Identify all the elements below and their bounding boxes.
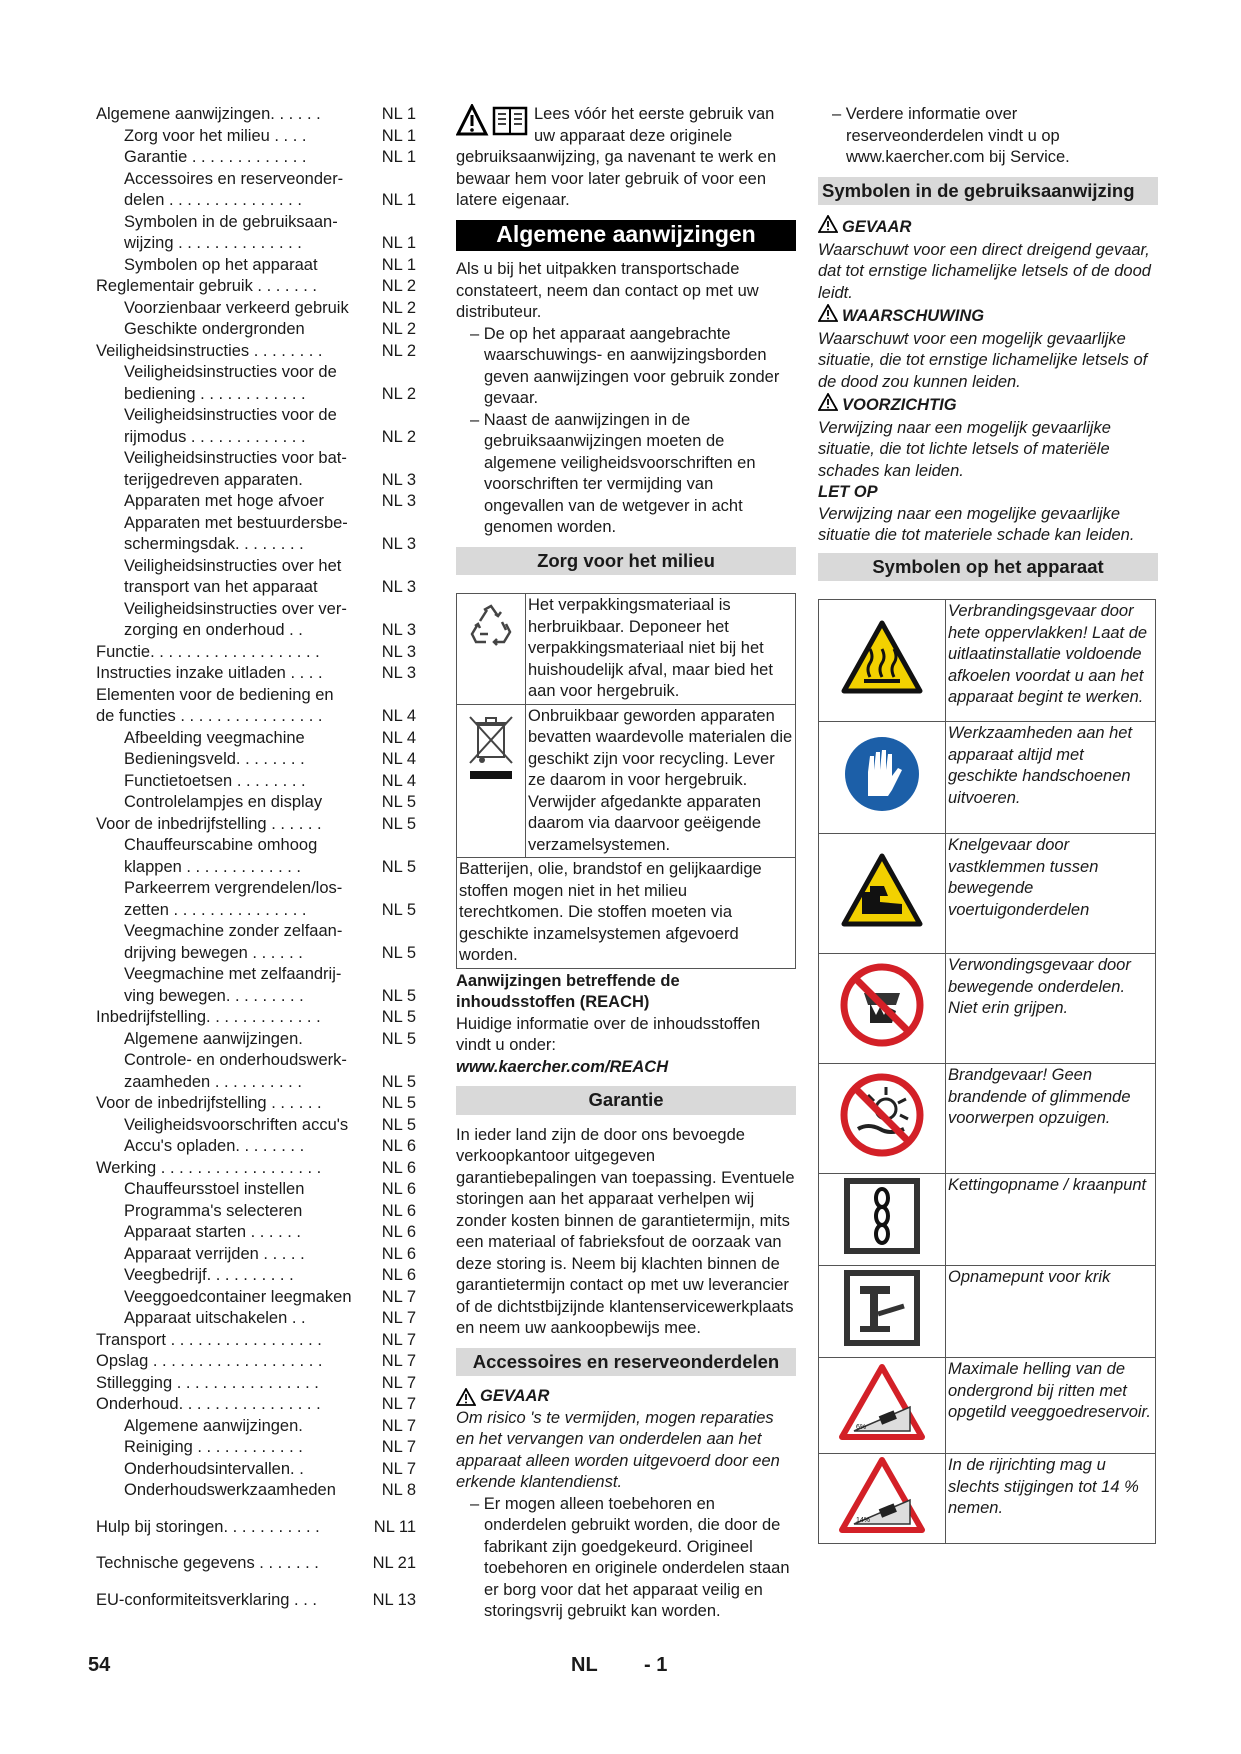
toc-entry-title: Bedieningsveld. . . . . . . . <box>124 750 305 768</box>
environment-row <box>457 858 796 969</box>
toc-entry[interactable] <box>96 190 416 212</box>
toc-entry-title: Reglementair gebruik . . . . . . . <box>96 277 318 295</box>
toc-entry[interactable] <box>96 126 416 148</box>
device-symbol-row <box>819 1454 1156 1544</box>
device-symbol-text: Opnamepunt voor krik <box>946 1266 1156 1358</box>
signal-word: LET OP <box>818 483 878 501</box>
toc-entry-title: Veiligheidsinstructies voor de <box>124 363 337 381</box>
toc-entry[interactable] <box>96 1222 416 1244</box>
toc-entry-title: Veiligheidsinstructies voor de <box>124 406 337 424</box>
toc-entry[interactable] <box>96 534 416 556</box>
toc-entry[interactable] <box>96 1416 416 1438</box>
toc-entry[interactable] <box>96 1265 416 1287</box>
toc-entry-page: NL 7 <box>381 1352 416 1370</box>
heading-warranty: Garantie <box>456 1086 796 1115</box>
toc-entry[interactable] <box>96 405 416 427</box>
toc-entry-title: Controlelampjes en display <box>124 793 323 811</box>
toc-entry-page: NL 4 <box>381 728 416 747</box>
toc-entry-page: NL 1 <box>381 126 416 145</box>
toc-entry[interactable] <box>96 792 416 814</box>
toc-entry-title: Instructies inzake uitladen . . . . <box>96 664 323 682</box>
toc-entry-title: Algemene aanwijzingen. . . . . . <box>96 105 321 123</box>
warranty-text: In ieder land zijn de door ons bevoegde verkoopkantoor uitgegeven garantiebepalingen van toepassing. Eventuele storingen aan het apparaat verhelpen wij zonder kosten binnen de garantietermijn, mits een materiaal of fabrieksfout de oorzaak van deze storing is. Neem bij klachten binnen de garantietermijn contact op met uw leverancier of de dichtstbijzijnde klantenservicewerkplaats en neem uw aankoopbewijs mee. <box>456 1125 795 1337</box>
toc-entry-page: NL 4 <box>381 750 416 768</box>
toc-entry-page: NL 6 <box>381 1158 416 1177</box>
signal-description: Waarschuwt voor een mogelijk gevaarlijke situatie, die tot ernstige lichamelijke letsels of de dood zou kunnen leiden. <box>818 329 1148 391</box>
toc-entry-title: Chauffeursstoel instellen <box>124 1180 305 1198</box>
accessories-dash-2: – Verdere informatie over reserveonderdelen vindt u op www.kaercher.com bij Service. <box>832 105 1070 166</box>
toc-entry[interactable] <box>96 1553 416 1575</box>
toc-entry[interactable] <box>96 663 416 685</box>
heading-symbols-device: Symbolen op het apparaat <box>818 553 1158 582</box>
toc-entry-page: NL 5 <box>381 1115 416 1134</box>
toc-entry[interactable] <box>96 1158 416 1180</box>
toc-entry[interactable] <box>96 298 416 320</box>
toc-entry-title: delen . . . . . . . . . . . . . . . <box>124 191 302 209</box>
toc-entry[interactable] <box>96 577 416 599</box>
toc-entry-title: Apparaat verrijden . . . . . <box>124 1244 305 1263</box>
device-symbol-row <box>819 600 1156 722</box>
toc-entry-page: NL 3 <box>381 642 416 661</box>
intro-text: Lees vóór het eerste gebruik van uw apparaat deze originele gebruiksaanwijzing, ga navenant te werk en bewaar hem voor later gebruik of voor een latere eigenaar. <box>456 105 777 209</box>
toc-entry-page: NL 2 <box>381 277 416 295</box>
toc-entry-title: Apparaten met bestuurdersbe- <box>124 513 348 532</box>
toc-entry[interactable] <box>96 835 416 857</box>
toc-entry-title: Accessoires en reserveonder- <box>124 169 344 188</box>
toc-entry[interactable] <box>96 1136 416 1158</box>
toc-entry-page: NL 2 <box>381 427 416 446</box>
toc-entry-page: NL 6 <box>381 1180 416 1198</box>
toc-entry-page: NL 6 <box>381 1223 416 1241</box>
toc-entry-page: NL 5 <box>381 900 416 919</box>
device-symbol-row <box>819 1266 1156 1358</box>
toc-entry-page: NL 7 <box>381 1330 416 1349</box>
table-of-contents <box>96 104 416 1611</box>
toc-entry-title: Onderhoudswerkzaamheden <box>124 1481 336 1499</box>
device-symbol-text: Maximale helling van de ondergrond bij ritten met opgetild veeggoedreservoir. <box>946 1358 1156 1454</box>
toc-entry[interactable] <box>96 491 416 513</box>
reach-link[interactable]: www.kaercher.com/REACH <box>456 1057 669 1076</box>
toc-entry-title: Functietoetsen . . . . . . . . <box>124 771 306 790</box>
warning-triangle-icon <box>818 215 838 240</box>
toc-entry-title: klappen . . . . . . . . . . . . . <box>124 857 301 876</box>
danger-signal <box>456 1386 796 1408</box>
toc-entry-page: NL 7 <box>381 1459 416 1478</box>
warning-triangle-icon <box>456 1388 476 1406</box>
toc-entry[interactable] <box>96 1459 416 1481</box>
signal-word: VOORZICHTIG <box>842 395 957 414</box>
toc-entry-page: NL 6 <box>381 1201 416 1220</box>
toc-entry-page: NL 21 <box>372 1554 416 1572</box>
toc-entry-title: transport van het apparaat <box>124 578 318 596</box>
signal-heading <box>818 304 1158 329</box>
column-3 <box>818 104 1158 1544</box>
toc-entry-title: Veeggoedcontainer leegmaken <box>124 1287 352 1306</box>
toc-entry-page: NL 1 <box>381 105 416 123</box>
device-symbol-row <box>819 834 1156 954</box>
toc-entry[interactable] <box>96 513 416 535</box>
toc-entry-title: Veiligheidsinstructies over het <box>124 556 342 575</box>
device-symbol-text: Verbrandingsgevaar door hete oppervlakken! Laat de uitlaatinstallatie voldoende afkoelen voordat u aan het apparaat begint te werken. <box>946 600 1156 722</box>
toc-entry-title: Veiligheidsinstructies over ver- <box>124 599 347 618</box>
toc-entry-title: Programma's selecteren <box>124 1201 303 1220</box>
toc-entry[interactable] <box>96 771 416 793</box>
toc-entry[interactable] <box>96 1287 416 1309</box>
symbols-manual-list <box>818 215 1158 547</box>
signal-description: Waarschuwt voor een direct dreigend gevaar, dat tot ernstige lichamelijke letsels of de dood leidt. <box>818 240 1151 302</box>
toc-entry-title: Apparaat uitschakelen . . <box>124 1309 306 1327</box>
toc-entry-page: NL 5 <box>381 943 416 962</box>
device-symbol-row <box>819 722 1156 834</box>
toc-entry[interactable] <box>96 986 416 1008</box>
heading-accessories: Accessoires en reserveonderdelen <box>456 1348 796 1377</box>
warning-manual-icon <box>456 104 530 145</box>
toc-entry-title: Afbeelding veegmachine <box>124 728 305 747</box>
toc-entry-page: NL 11 <box>373 1517 416 1536</box>
toc-entry-title: Zorg voor het milieu . . . . <box>124 126 307 145</box>
environment-text-2: Onbruikbaar geworden apparaten bevatten waardevolle materialen die geschikt zijn voor recycling. Lever ze daarom in voor hergebruik. Verwijder afgedankte apparaten daarom via daarvoor geëigende verzamelsystemen. <box>526 704 796 858</box>
toc-entry-page: NL 7 <box>381 1395 416 1413</box>
toc-entry-title: Onderhoudsintervallen. . <box>124 1459 304 1478</box>
toc-entry[interactable] <box>96 276 416 298</box>
toc-entry[interactable] <box>96 1050 416 1072</box>
hot-surface-warning-icon <box>819 600 946 722</box>
toc-entry-title: Controle- en onderhoudswerk- <box>124 1051 347 1069</box>
toc-entry-page: NL 3 <box>381 470 416 489</box>
toc-entry-page: NL 2 <box>381 298 416 317</box>
toc-entry-title: Voor de inbedrijfstelling . . . . . . <box>96 1094 322 1112</box>
toc-entry-title: de functies . . . . . . . . . . . . . . . . <box>96 707 323 725</box>
toc-entry[interactable] <box>96 104 416 126</box>
toc-entry[interactable] <box>96 921 416 943</box>
toc-entry-title: Technische gegevens . . . . . . . <box>96 1554 319 1572</box>
toc-entry-page: NL 7 <box>381 1373 416 1392</box>
toc-entry-title: EU-conformiteitsverklaring . . . <box>96 1590 317 1609</box>
toc-entry[interactable] <box>96 233 416 255</box>
toc-entry[interactable] <box>96 1330 416 1352</box>
intro-block <box>456 104 796 212</box>
toc-entry-title: drijving bewegen . . . . . . <box>124 943 303 962</box>
environment-row <box>457 594 796 705</box>
toc-entry[interactable] <box>96 642 416 664</box>
toc-entry[interactable] <box>96 857 416 879</box>
toc-entry-page: NL 5 <box>381 1094 416 1112</box>
toc-entry[interactable] <box>96 749 416 771</box>
toc-entry[interactable] <box>96 341 416 363</box>
toc-entry[interactable] <box>96 620 416 642</box>
toc-entry[interactable] <box>96 1373 416 1395</box>
toc-entry-page: NL 7 <box>381 1309 416 1327</box>
toc-entry-page: NL 7 <box>381 1438 416 1456</box>
toc-entry[interactable] <box>96 1179 416 1201</box>
toc-entry-page: NL 7 <box>381 1416 416 1435</box>
toc-entry-page: NL 3 <box>381 492 416 510</box>
toc-entry-page: NL 6 <box>381 1244 416 1263</box>
toc-entry-page: NL 5 <box>381 793 416 811</box>
toc-entry[interactable] <box>96 1480 416 1502</box>
signal-word: GEVAAR <box>480 1387 550 1405</box>
signal-heading <box>818 215 1158 240</box>
toc-entry[interactable] <box>96 1201 416 1223</box>
toc-entry-title: Reiniging . . . . . . . . . . . . <box>124 1438 303 1456</box>
warning-triangle-icon <box>818 304 838 329</box>
toc-entry[interactable] <box>96 319 416 341</box>
general-dash-2: – Naast de aanwijzingen in de gebruiksaanwijzingen moeten de algemene veiligheidsvoorschriften en voorschriften ter vermijding van ongevallen van de wetgever in acht genomen worden. <box>470 410 756 536</box>
toc-entry-title: Veiligheidsinstructies . . . . . . . . <box>96 341 323 360</box>
heading-general: Algemene aanwijzingen <box>456 220 796 252</box>
toc-entry[interactable] <box>96 814 416 836</box>
general-paragraph: Als u bij het uitpakken transportschade constateert, neem dan contact op met uw distributeur. <box>456 260 759 321</box>
toc-entry-page: NL 2 <box>381 320 416 338</box>
signal-heading <box>818 482 1158 504</box>
toc-entry-page: NL 13 <box>372 1590 416 1609</box>
toc-entry[interactable] <box>96 728 416 750</box>
column-2 <box>456 104 796 1623</box>
toc-entry[interactable] <box>96 1093 416 1115</box>
toc-entry-page: NL 5 <box>381 1072 416 1091</box>
device-symbol-text: Verwondingsgevaar door bewegende onderdelen. Niet erin grijpen. <box>946 954 1156 1064</box>
toc-entry-title: Veiligheidsinstructies voor bat- <box>124 449 347 467</box>
signal-description: Verwijzing naar een mogelijk gevaarlijke situatie, die tot lichte letsels of materiële schades kan leiden. <box>818 418 1111 480</box>
toc-entry-title: Elementen voor de bediening en <box>96 685 334 704</box>
device-symbol-text: Brandgevaar! Geen brandende of glimmende voorwerpen opzuigen. <box>946 1064 1156 1174</box>
toc-entry[interactable] <box>96 1007 416 1029</box>
toc-entry-page: NL 5 <box>381 857 416 876</box>
toc-entry-page: NL 3 <box>381 664 416 682</box>
toc-entry-page: NL 7 <box>381 1287 416 1306</box>
toc-entry-title: Veegmachine zonder zelfaan- <box>124 922 343 940</box>
symbols-device-table <box>818 599 1156 1544</box>
toc-entry-page: NL 5 <box>381 986 416 1005</box>
device-symbol-row <box>819 1064 1156 1174</box>
device-symbol-row <box>819 954 1156 1064</box>
environment-table <box>456 593 796 969</box>
toc-entry[interactable] <box>96 964 416 986</box>
toc-entry[interactable] <box>96 1244 416 1266</box>
toc-entry-page: NL 5 <box>381 1008 416 1026</box>
environment-row <box>457 704 796 858</box>
toc-entry[interactable] <box>96 384 416 406</box>
toc-entry-title: Symbolen op het apparaat <box>124 255 318 274</box>
toc-entry[interactable] <box>96 1590 416 1612</box>
toc-entry[interactable] <box>96 556 416 578</box>
signal-word: GEVAAR <box>842 217 912 236</box>
device-symbol-text: Kettingopname / kraanpunt <box>946 1174 1156 1266</box>
signal-description: Verwijzing naar een mogelijke gevaarlijke situatie die tot materiele schade kan leiden. <box>818 504 1135 544</box>
device-symbol-row <box>819 1358 1156 1454</box>
toc-entry[interactable] <box>96 362 416 384</box>
toc-entry-page: NL 1 <box>381 148 416 166</box>
toc-entry[interactable] <box>96 943 416 965</box>
toc-entry-title: Werking . . . . . . . . . . . . . . . . . . <box>96 1158 322 1177</box>
toc-entry[interactable] <box>96 685 416 707</box>
device-symbol-row <box>819 1174 1156 1266</box>
toc-entry-title: Apparaten met hoge afvoer <box>124 492 324 510</box>
toc-entry-title: Functie. . . . . . . . . . . . . . . . . . . <box>96 642 320 661</box>
no-open-flame-icon <box>819 1064 946 1174</box>
toc-entry[interactable] <box>96 147 416 169</box>
toc-entry-title: Algemene aanwijzingen. <box>124 1029 303 1048</box>
device-symbol-text: Werkzaamheden aan het apparaat altijd met geschikte handschoenen uitvoeren. <box>946 722 1156 834</box>
heading-environment: Zorg voor het milieu <box>456 547 796 576</box>
toc-entry-title: Opslag . . . . . . . . . . . . . . . . . . . <box>96 1352 323 1370</box>
toc-entry-title: bediening . . . . . . . . . . . . <box>124 384 306 403</box>
toc-entry[interactable] <box>96 427 416 449</box>
chain-lift-point-icon <box>819 1174 946 1266</box>
toc-entry[interactable] <box>96 1437 416 1459</box>
toc-entry[interactable] <box>96 169 416 191</box>
page-number: 54 <box>88 1654 111 1676</box>
toc-entry[interactable] <box>96 900 416 922</box>
toc-entry-page: NL 4 <box>381 707 416 725</box>
toc-entry-page: NL 4 <box>381 771 416 790</box>
toc-entry-title: Voor de inbedrijfstelling . . . . . . <box>96 814 322 833</box>
toc-entry-title: Veiligheidsvoorschriften accu's <box>124 1115 349 1134</box>
device-symbol-text: Knelgevaar door vastklemmen tussen bewegende voertuigonderdelen <box>946 834 1156 954</box>
toc-entry-title: Veegmachine met zelfaandrij- <box>124 965 342 983</box>
toc-entry-title: Accu's opladen. . . . . . . . <box>124 1137 305 1155</box>
toc-entry[interactable] <box>96 1115 416 1137</box>
toc-entry-title: Voorzienbaar verkeerd gebruik <box>124 298 349 317</box>
toc-entry-page: NL 1 <box>381 234 416 252</box>
svg-text:14%: 14% <box>856 1517 871 1525</box>
toc-entry[interactable] <box>96 448 416 470</box>
toc-entry-page: NL 2 <box>381 384 416 403</box>
toc-entry-title: Symbolen in de gebruiksaan- <box>124 212 338 231</box>
environment-text-1: Het verpakkingsmateriaal is herbruikbaar. Deponeer het verpakkingsmateriaal niet bij het huishoudelijk afval, maar bied het aan voor hergebruik. <box>526 594 796 705</box>
toc-entry-page: NL 3 <box>381 535 416 553</box>
toc-entry[interactable] <box>96 1308 416 1330</box>
footer-section-number: - 1 <box>644 1654 668 1676</box>
accessories-dash-1: – Er mogen alleen toebehoren en onderdelen gebruikt worden, die door de fabrikant zijn goedgekeurd. Origineel toebehoren en originele onderdelen staan er borg voor dat het apparaat veilig en storingsvrij gebruikt kan worden. <box>470 1494 790 1620</box>
toc-entry[interactable] <box>96 878 416 900</box>
svg-text:6%: 6% <box>856 1424 867 1432</box>
toc-entry-title: Veegbedrijf. . . . . . . . . . <box>124 1266 294 1284</box>
recycling-icon <box>457 594 526 705</box>
signal-heading <box>818 393 1158 418</box>
toc-entry-title: Parkeerrem vergrendelen/los- <box>124 879 343 897</box>
toc-entry-title: Inbedrijfstelling. . . . . . . . . . . . . <box>96 1008 321 1026</box>
toc-entry-page: NL 8 <box>381 1481 416 1499</box>
toc-entry[interactable] <box>96 255 416 277</box>
reach-heading: Aanwijzingen betreffende de inhoudsstoffen (REACH) <box>456 971 680 1011</box>
toc-entry-page: NL 3 <box>381 621 416 639</box>
warning-triangle-icon <box>818 393 838 418</box>
toc-entry-title: zorging en onderhoud . . <box>124 621 303 639</box>
device-symbol-text: In de rijrichting mag u slechts stijgingen tot 14 % nemen. <box>946 1454 1156 1544</box>
jack-point-icon <box>819 1266 946 1358</box>
toc-entry-page: NL 2 <box>381 341 416 360</box>
toc-entry-page: NL 1 <box>381 255 416 274</box>
toc-entry-title: zetten . . . . . . . . . . . . . . . <box>124 900 307 919</box>
slope-warning-icon <box>819 1454 946 1544</box>
toc-entry[interactable] <box>96 1029 416 1051</box>
reach-text: Huidige informatie over de inhoudsstoffen vindt u onder: <box>456 1014 761 1054</box>
footer-lang: NL <box>571 1654 598 1676</box>
crossed-bin-icon <box>457 704 526 858</box>
signal-word: WAARSCHUWING <box>842 306 985 325</box>
toc-entry-title: ving bewegen. . . . . . . . . <box>124 986 304 1005</box>
toc-entry[interactable] <box>96 1517 416 1539</box>
toc-entry[interactable] <box>96 470 416 492</box>
toc-entry-title: zaamheden . . . . . . . . . . <box>124 1072 302 1091</box>
toc-entry-title: Chauffeurscabine omhoog <box>124 836 318 854</box>
toc-entry-page: NL 6 <box>381 1137 416 1155</box>
toc-entry[interactable] <box>96 1072 416 1094</box>
toc-entry-title: Hulp bij storingen. . . . . . . . . . . <box>96 1517 320 1536</box>
slope-warning-icon <box>819 1358 946 1454</box>
toc-entry-title: schermingsdak. . . . . . . . <box>124 535 304 553</box>
environment-text-3: Batterijen, olie, brandstof en gelijkaardige stoffen mogen niet in het milieu terechtkomen. Die stoffen moeten via geschikte inzamelsystemen afgevoerd worden. <box>457 858 796 969</box>
toc-entry-page: NL 5 <box>381 814 416 833</box>
toc-entry-page: NL 6 <box>381 1266 416 1284</box>
toc-entry-title: Garantie . . . . . . . . . . . . . <box>124 148 307 166</box>
toc-entry-title: terijgedreven apparaten. <box>124 470 303 489</box>
toc-entry-title: Onderhoud. . . . . . . . . . . . . . . . <box>96 1395 321 1413</box>
heading-symbols-manual: Symbolen in de gebruiksaanwijzing <box>818 177 1158 206</box>
toc-entry-title: Transport . . . . . . . . . . . . . . . . . <box>96 1330 322 1349</box>
general-dash-1: – De op het apparaat aangebrachte waarschuwings- en aanwijzingsborden geven aanwijzingen voor gebruik zonder gevaar. <box>470 324 780 407</box>
no-reach-in-icon <box>819 954 946 1064</box>
toc-entry-title: Algemene aanwijzingen. <box>124 1416 303 1435</box>
toc-entry[interactable] <box>96 706 416 728</box>
toc-entry-page: NL 3 <box>381 578 416 596</box>
toc-entry-title: wijzing . . . . . . . . . . . . . . <box>124 234 302 252</box>
toc-entry[interactable] <box>96 1394 416 1416</box>
toc-entry-title: Stillegging . . . . . . . . . . . . . . . . <box>96 1373 319 1392</box>
toc-entry[interactable] <box>96 599 416 621</box>
crush-hazard-icon <box>819 834 946 954</box>
toc-entry-title: rijmodus . . . . . . . . . . . . . <box>124 427 306 446</box>
toc-entry-title: Geschikte ondergronden <box>124 320 305 338</box>
toc-entry-title: Apparaat starten . . . . . . <box>124 1223 302 1241</box>
toc-entry[interactable] <box>96 212 416 234</box>
wear-gloves-icon <box>819 722 946 834</box>
accessories-italic: Om risico 's te vermijden, mogen reparaties en het vervangen van onderdelen aan het apparaat alleen worden uitgevoerd door een erkende klantendienst. <box>456 1408 780 1491</box>
toc-entry[interactable] <box>96 1351 416 1373</box>
toc-entry-page: NL 1 <box>381 191 416 209</box>
toc-entry-page: NL 5 <box>381 1029 416 1048</box>
